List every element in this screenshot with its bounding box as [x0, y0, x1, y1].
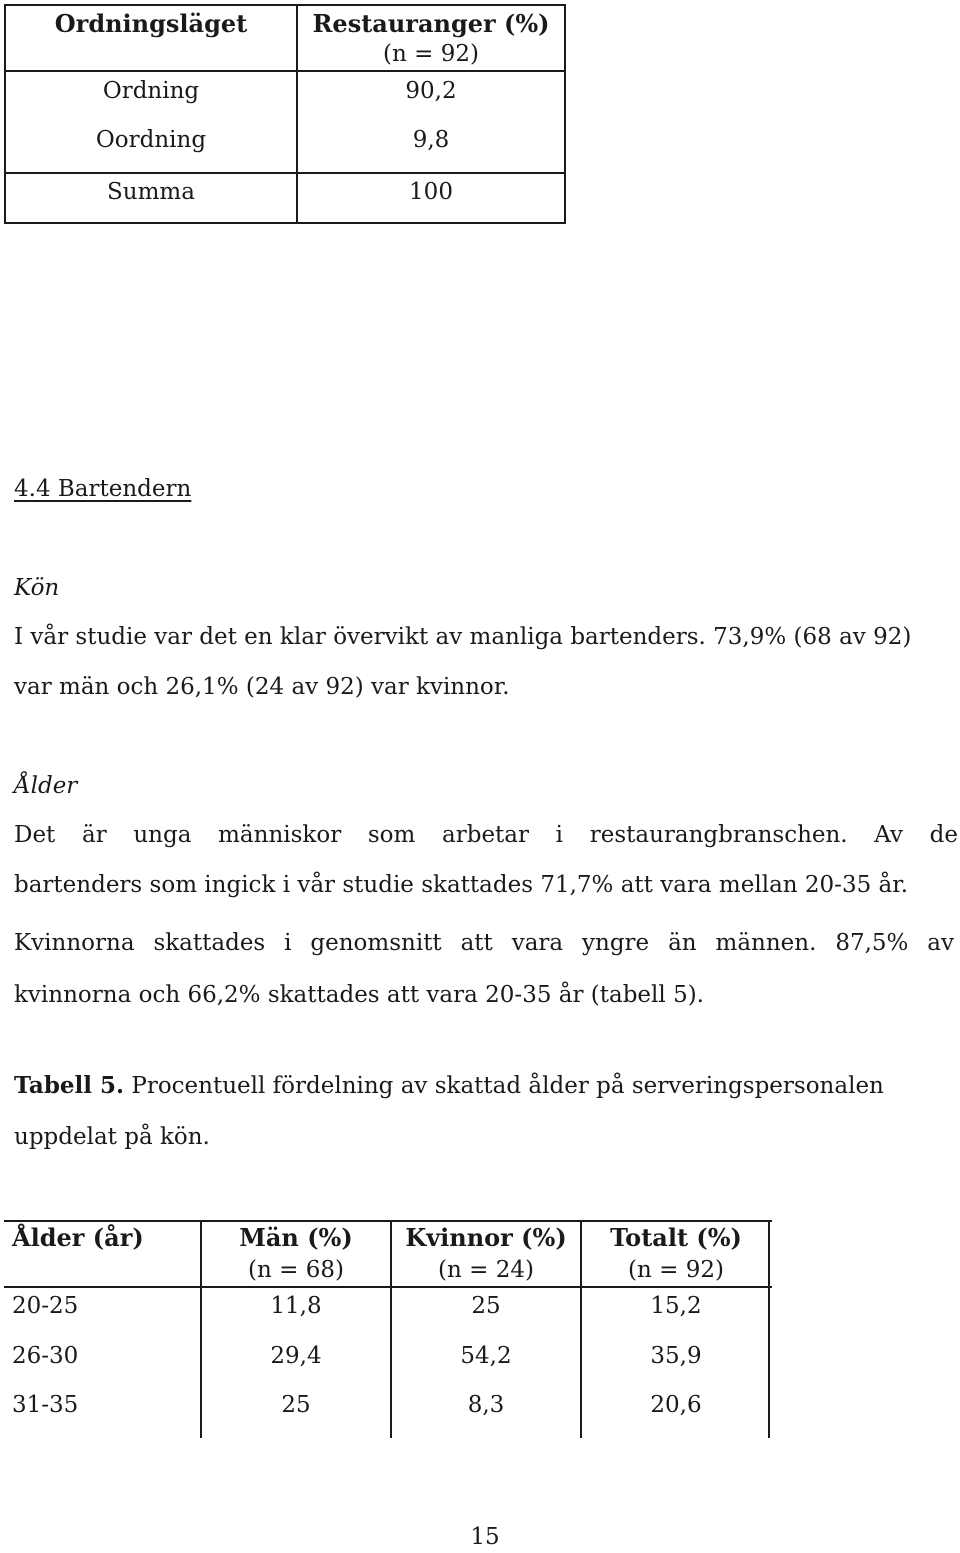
alder-line-4: kvinnorna och 66,2% skattades att vara 20-35 år (tabell 5). [14, 982, 704, 1008]
header-kvinnor-n: (n = 24) [438, 1257, 534, 1283]
alder-line-3: Kvinnorna skattades i genomsnitt att vara yngre än männen. 87,5% av [14, 930, 954, 956]
row-20-25-totalt: 15,2 [650, 1293, 702, 1319]
summary-divider [6, 172, 564, 174]
table-header-border [4, 1286, 772, 1288]
header-man-n: (n = 68) [248, 1257, 344, 1283]
row-26-30-kvinnor: 54,2 [460, 1343, 512, 1369]
row-oordning-value: 9,8 [412, 127, 450, 153]
header-man: Män (%) [239, 1223, 353, 1252]
row-31-35-kvinnor: 8,3 [467, 1392, 505, 1418]
row-31-35-totalt: 20,6 [650, 1392, 702, 1418]
kon-line-2: var män och 26,1% (24 av 92) var kvinnor. [14, 674, 510, 700]
page-number: 15 [470, 1524, 500, 1550]
section-heading: 4.4 Bartendern [14, 476, 192, 502]
row-age-20-25: 20-25 [12, 1293, 79, 1319]
table-caption [14, 1072, 884, 1099]
row-oordning-label: Oordning [95, 127, 207, 153]
kon-title: Kön [14, 575, 60, 601]
header-totalt-n: (n = 92) [628, 1257, 724, 1283]
caption-label: Tabell 5. [14, 1072, 125, 1099]
header-ordningslaget: Ordningsläget [54, 9, 248, 38]
header-alder: Ålder (år) [12, 1223, 144, 1252]
caption-text: Procentuell fördelning av skattad ålder på serveringspersonalen [124, 1073, 884, 1099]
alder-line-1: Det är unga människor som arbetar i restaurangbranschen. Av de [14, 822, 958, 848]
row-26-30-totalt: 35,9 [650, 1343, 702, 1369]
row-ordning-label: Ordning [102, 78, 200, 104]
kon-line-1: I vår studie var det en klar övervikt av manliga bartenders. 73,9% (68 av 92) [14, 624, 912, 650]
row-20-25-kvinnor: 25 [471, 1293, 501, 1319]
table-top-border [4, 1220, 772, 1222]
row-20-25-man: 11,8 [270, 1293, 322, 1319]
header-totalt: Totalt (%) [610, 1223, 742, 1252]
row-summa-value: 100 [409, 179, 453, 205]
age-table [4, 1220, 772, 1438]
row-26-30-man: 29,4 [270, 1343, 322, 1369]
row-summa-label: Summa [107, 179, 195, 205]
caption-text-line-2: uppdelat på kön. [14, 1124, 210, 1150]
alder-title: Ålder [14, 773, 78, 799]
row-age-26-30: 26-30 [12, 1343, 79, 1369]
header-kvinnor: Kvinnor (%) [405, 1223, 567, 1252]
row-ordning-value: 90,2 [405, 78, 457, 104]
row-31-35-man: 25 [281, 1392, 311, 1418]
row-age-31-35: 31-35 [12, 1392, 79, 1418]
header-restauranger: Restauranger (%) [312, 9, 550, 38]
order-table [4, 4, 566, 224]
alder-line-2: bartenders som ingick i vår studie skattades 71,7% att vara mellan 20-35 år. [14, 872, 909, 898]
header-restauranger-n: (n = 92) [383, 41, 479, 67]
header-divider [6, 70, 564, 72]
